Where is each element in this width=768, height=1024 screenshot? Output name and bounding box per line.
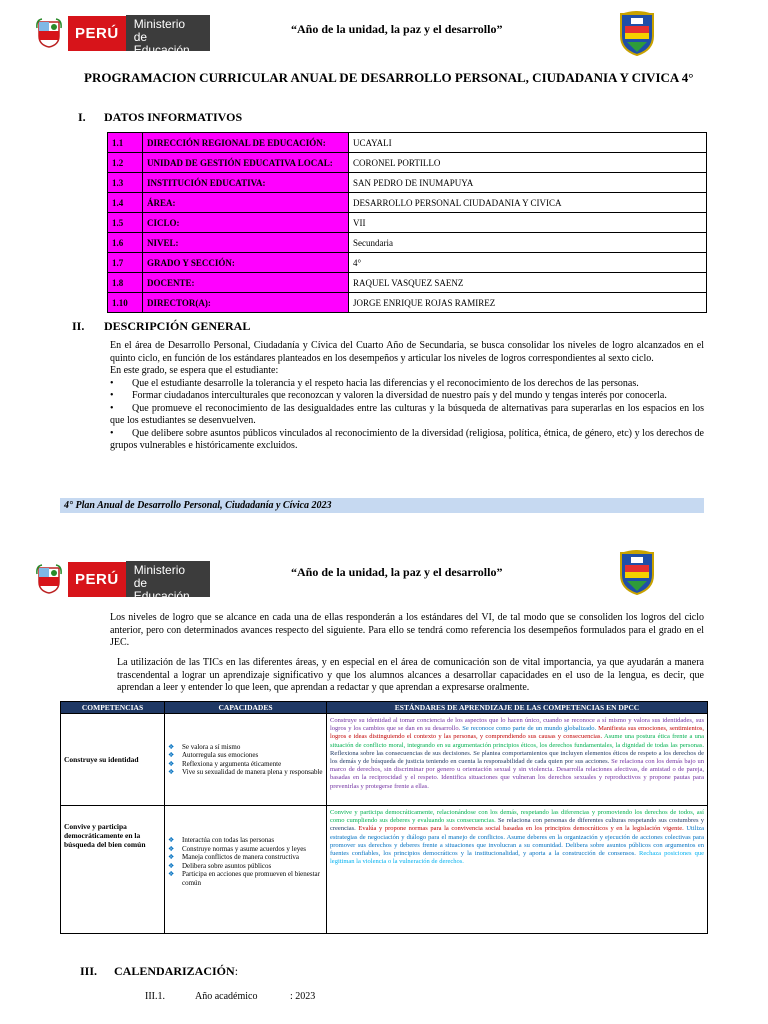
- info-number: 1.10: [108, 293, 143, 313]
- standard-text: Se reconoce como parte de un mundo globalizado.: [462, 725, 597, 733]
- info-row: [108, 153, 707, 173]
- info-label: NIVEL:: [143, 233, 349, 253]
- info-number: 1.6: [108, 233, 143, 253]
- info-row: [108, 173, 707, 193]
- description-bullet: [110, 403, 704, 428]
- capacity-text: Participa en acciones que promueven el bienestar común: [182, 870, 320, 887]
- standards-cell: [327, 806, 708, 934]
- standard-text: Reflexiona sobre las consecuencias de sus decisiones. Se plantea comportamientos que incluyen elementos éticos de respeto a los derechos de los demás y de búsqueda de justicia teniendo en cuenta la responsabilidad de cada quien por sus acciones.: [330, 749, 704, 766]
- peru-label: PERÚ: [68, 562, 126, 597]
- standards-cell: [327, 714, 708, 806]
- diamond-bullet-icon: ❖: [168, 870, 175, 878]
- description-intro: En este grado, se espera que el estudiante:: [110, 365, 279, 376]
- info-row: [108, 293, 707, 313]
- info-value: JORGE ENRIQUE ROJAS RAMIREZ: [349, 293, 707, 313]
- info-label: DIRECCIÓN REGIONAL DE EDUCACIÓN:: [143, 133, 349, 153]
- section-heading: DESCRIPCIÓN GENERAL: [104, 319, 251, 333]
- capacity-item: [168, 853, 323, 862]
- info-number: 1.8: [108, 273, 143, 293]
- calendar-label: Año académico: [195, 991, 258, 1002]
- description-paragraph: En el área de Desarrollo Personal, Ciudadanía y Cívica del Cuarto Año de Secundaria, se busca consolidar los niveles de logro alcanzados en el quinto ciclo, en función de los estándares planteados en los desempeños y articular los niveles de logros correspondientes al sexto ciclo.: [110, 340, 704, 364]
- table-row: [61, 714, 708, 806]
- info-label: DOCENTE:: [143, 273, 349, 293]
- capacity-item: [168, 768, 323, 777]
- info-row: [108, 253, 707, 273]
- capacity-item: [168, 751, 323, 760]
- standard-text: Evalúa y propone normas para la convivencia social basadas en los principios democráticos y en la legislación vigente.: [358, 825, 684, 833]
- capacity-text: Se valora a sí mismo: [182, 742, 241, 751]
- bullet-icon: •: [110, 402, 114, 414]
- section-number: I.: [78, 110, 86, 124]
- column-header: ESTÁNDARES DE APRENDIZAJE DE LAS COMPETENCIAS EN DPCC: [327, 702, 708, 714]
- ministry-logo: [36, 15, 210, 57]
- bullet-text: Formar ciudadanos interculturales que reconozcan y valoren la diversidad de nuestro país y del mundo y tengas interés por conocerla.: [132, 390, 667, 401]
- bullet-text: Que el estudiante desarrolle la tolerancia y el respeto hacia las diferencias y el reconocimiento de los derechos de las personas.: [132, 377, 639, 389]
- calendar-value: : 2023: [290, 991, 316, 1002]
- info-number: 1.2: [108, 153, 143, 173]
- info-row: [108, 273, 707, 293]
- diamond-bullet-icon: ❖: [168, 759, 175, 768]
- info-value: 4°: [349, 253, 707, 273]
- info-table: [107, 132, 707, 313]
- info-row: [108, 213, 707, 233]
- info-row: [108, 193, 707, 213]
- section-heading: [114, 964, 238, 979]
- info-row: [108, 233, 707, 253]
- diamond-bullet-icon: ❖: [168, 836, 175, 844]
- tics-paragraph: La utilización de las TICs en las diferentes áreas, y en especial en el área de comunicación son de vital importancia, ya que ayudarán a manera trascendental a lograr un aprendizaje significativo y que los alumnos alcances a desarrollar capacidades en el uso de la lengua, es decir, que aprendan a leer y entender lo que leen, que aprendan a redactar y que aprendan a expresarse oralmente.: [117, 657, 704, 693]
- school-crest-icon: [617, 8, 657, 56]
- bullet-icon: •: [110, 427, 114, 439]
- page-title: PROGRAMACION CURRICULAR ANUAL DE DESARROLLO PERSONAL, CIUDADANIA Y CIVICA 4°: [84, 70, 694, 85]
- capacity-text: Maneja conflictos de manera constructiva: [182, 853, 300, 861]
- description-bullets: [110, 378, 704, 453]
- standard-text: Se relaciona con los demás bajo un marco de derechos, sin discriminar por genero u orientación sexual y sin violencia. Desarrolla relaciones afectivas, de amistad o de pareja, basadas en la reciprocidad y el respeto. Identifica situaciones que vulneran los derechos sexuales y reproductivos y propone pautas para prevenirlas y protegerse frente a ellas.: [330, 758, 704, 790]
- info-value: DESARROLLO PERSONAL CIUDADANIA Y CIVICA: [349, 193, 707, 213]
- diamond-bullet-icon: ❖: [168, 861, 175, 870]
- standard-text: Utiliza estrategias de negociación y diálogo para el manejo de conflictos. Asume deberes en la organización y ejecución de acciones colectivas para promover sus derechos y deberes frente a situaciones que involucran a su comunidad. Delibera sobre asuntos públicos con argumentos en fuentes confiables, los principios democráticos y la institucionalidad, y aporta a la construcción de consensos.: [330, 825, 705, 858]
- info-label: DIRECTOR(A):: [143, 293, 349, 313]
- motto: “Año de la unidad, la paz y el desarrollo”: [291, 22, 503, 36]
- competencies-table: [60, 701, 708, 934]
- bullet-text: Que promueve el reconocimiento de las desigualdades entre las culturas y la búsqueda de alternativas para superarlas en los espacios en los que los estudiantes se desenvuelven.: [110, 402, 704, 426]
- ministry-logo: [36, 561, 210, 603]
- diamond-bullet-icon: ❖: [168, 844, 175, 853]
- standard-text: Construye su identidad al tomar conciencia de los aspectos que lo hacen único, cuando se reconoce a sí mismo y valora sus identidades, sus logros y los cambios que se dan en su desarrollo.: [330, 717, 704, 733]
- standard-text: Convive y participa democráticamente, relacionándose con los demás, respetando las diferencias y promoviendo los derechos de todos, así como cumpliendo sus deberes y evaluando sus consecuencias.: [330, 809, 704, 825]
- diamond-bullet-icon: ❖: [168, 853, 175, 861]
- capacity-item: [168, 845, 323, 854]
- info-label: UNIDAD DE GESTIÓN EDUCATIVA LOCAL:: [143, 153, 349, 173]
- description-bullet: [110, 390, 704, 403]
- info-label: INSTITUCIÓN EDUCATIVA:: [143, 173, 349, 193]
- column-header: CAPACIDADES: [165, 702, 327, 714]
- peru-shield-icon: [36, 564, 62, 594]
- info-value: UCAYALI: [349, 133, 707, 153]
- info-number: 1.7: [108, 253, 143, 273]
- info-label: GRADO Y SECCIÓN:: [143, 253, 349, 273]
- competency-cell: Convive y participa democráticamente en la búsqueda del bien común: [61, 806, 165, 934]
- diamond-bullet-icon: ❖: [168, 751, 175, 759]
- description-bullet: [110, 428, 704, 453]
- info-number: 1.3: [108, 173, 143, 193]
- capacities-cell: [165, 806, 327, 934]
- section-heading-label: CALENDARIZACIÓN: [114, 964, 235, 978]
- info-value: CORONEL PORTILLO: [349, 153, 707, 173]
- section-number: II.: [72, 319, 85, 333]
- bullet-text: Que delibere sobre asuntos públicos vinculados al reconocimiento de la diversidad (religiosa, política, étnica, de género, etc) y los derechos de grupos vulnerables e históricamente excluidos.: [110, 427, 704, 451]
- info-value: RAQUEL VASQUEZ SAENZ: [349, 273, 707, 293]
- diamond-bullet-icon: ❖: [168, 742, 175, 751]
- section-heading: DATOS INFORMATIVOS: [104, 110, 243, 124]
- table-row: [61, 806, 708, 934]
- section-heading-colon: :: [234, 964, 239, 978]
- school-crest-icon: [617, 547, 657, 595]
- capacity-item: [168, 836, 323, 845]
- capacity-text: Delibera sobre asuntos públicos: [182, 861, 272, 870]
- info-value: VII: [349, 213, 707, 233]
- info-value: Secundaria: [349, 233, 707, 253]
- calendar-number: III.1.: [145, 991, 165, 1002]
- info-label: ÁREA:: [143, 193, 349, 213]
- diamond-bullet-icon: ❖: [168, 768, 175, 776]
- description-bullet: [110, 378, 704, 391]
- info-number: 1.4: [108, 193, 143, 213]
- peru-shield-icon: [36, 18, 62, 48]
- competency-cell: Construye su identidad: [61, 714, 165, 806]
- capacity-text: Interactúa con todas las personas: [182, 836, 275, 844]
- standard-text: Asume una postura ética frente a una situación de conflicto moral, integrando en su argumentación principios éticos, los derechos fundamentales, la dignidad de todas las personas.: [330, 733, 704, 749]
- capacity-text: Vive su sexualidad de manera plena y responsable: [182, 768, 323, 776]
- info-row: [108, 133, 707, 153]
- capacity-text: Reflexiona y argumenta éticamente: [182, 759, 282, 768]
- peru-label: PERÚ: [68, 16, 126, 51]
- ministry-label: Ministerio de Educación: [126, 561, 210, 597]
- info-number: 1.5: [108, 213, 143, 233]
- capacity-item: [168, 760, 323, 769]
- motto: “Año de la unidad, la paz y el desarrollo”: [291, 565, 503, 579]
- capacity-text: Construye normas y asume acuerdos y leyes: [182, 844, 307, 853]
- capacities-cell: [165, 714, 327, 806]
- capacity-text: Autorregula sus emociones: [182, 751, 259, 759]
- section-number: III.: [80, 964, 98, 978]
- column-header: COMPETENCIAS: [61, 702, 165, 714]
- levels-paragraph: Los niveles de logro que se alcance en cada una de ellas responderán a los estándares del VI, de tal modo que se consoliden los logros del ciclo anterior, pero con determinados avances respecto del siguiente. Para ello se tendrá como referencia los desempeños formulados para el grado en el JEC.: [110, 612, 704, 648]
- bullet-icon: •: [110, 390, 114, 401]
- info-label: CICLO:: [143, 213, 349, 233]
- standard-text: Se relaciona con personas de diferentes culturas respetando sus costumbres y creencias.: [330, 817, 705, 833]
- standard-text: Rechaza posiciones que legitiman la violencia o la vulneración de derechos.: [330, 850, 704, 866]
- plan-band: 4° Plan Anual de Desarrollo Personal, Ciudadanía y Cívica 2023: [60, 498, 704, 513]
- ministry-label: Ministerio de Educación: [126, 15, 210, 51]
- capacity-item: [168, 870, 323, 887]
- standard-text: Manifiesta sus emociones, sentimientos, logros e ideas distinguiendo el contexto y las personas, y comprendiendo sus causas y consecuencias.: [330, 725, 705, 741]
- bullet-icon: •: [110, 377, 114, 389]
- description-block: [110, 340, 704, 453]
- info-value: SAN PEDRO DE INUMAPUYA: [349, 173, 707, 193]
- capacity-item: [168, 862, 323, 871]
- info-number: 1.1: [108, 133, 143, 153]
- capacity-item: [168, 743, 323, 752]
